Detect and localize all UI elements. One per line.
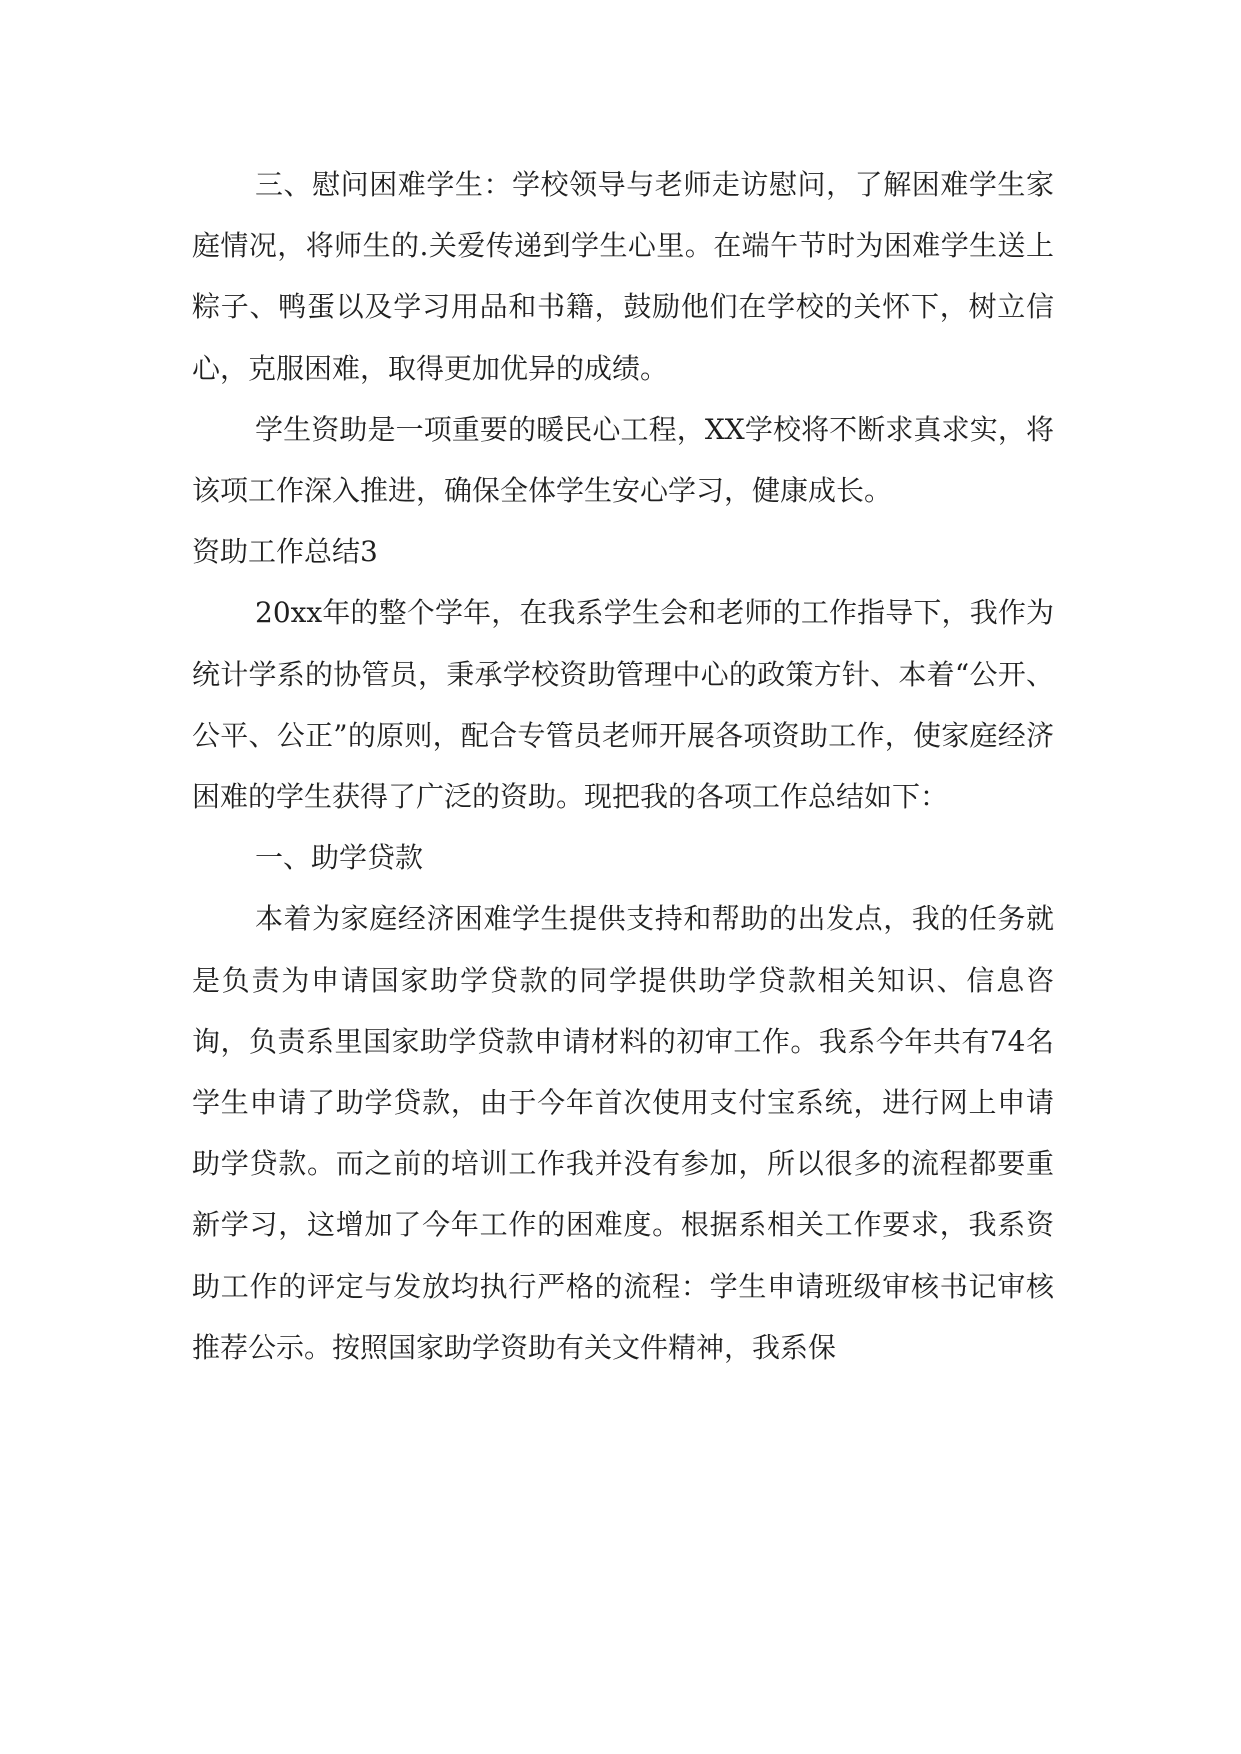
document-body bbox=[192, 154, 1054, 1378]
section-heading: 资助工作总结3 bbox=[192, 535, 378, 569]
subheading-student-loan: 一、助学贷款 bbox=[255, 841, 424, 875]
paragraph-aid-summary: 学生资助是一项重要的暖民心工程，XX学校将不断求真求实，将该项工作深入推进，确保全体学生安心学习，健康成长。 bbox=[192, 412, 1054, 508]
paragraph-year-intro: 20xx年的整个学年，在我系学生会和老师的工作指导下，我作为统计学系的协管员，秉承学校资助管理中心的政策方针、本着“公开、公平、公正”的原则，配合专管员老师开展各项资助工作，使家庭经济困难的学生获得了广泛的资助。现把我的各项工作总结如下： bbox=[192, 596, 1054, 814]
paragraph-student-loan: 本着为家庭经济困难学生提供支持和帮助的出发点，我的任务就是负责为申请国家助学贷款的同学提供助学贷款相关知识、信息咨询，负责系里国家助学贷款申请材料的初审工作。我系今年共有74名学生申请了助学贷款，由于今年首次使用支付宝系统，进行网上申请助学贷款。而之前的培训工作我并没有参加，所以很多的流程都要重新学习，这增加了今年工作的困难度。根据系相关工作要求，我系资助工作的评定与发放均执行严格的流程：学生申请班级审核书记审核推荐公示。按照国家助学资助有关文件精神，我系保 bbox=[192, 902, 1054, 1364]
paragraph-visit-students: 三、慰问困难学生：学校领导与老师走访慰问，了解困难学生家庭情况，将师生的.关爱传递到学生心里。在端午节时为困难学生送上粽子、鸭蛋以及学习用品和书籍，鼓励他们在学校的关怀下，树立信心，克服困难，取得更加优异的成绩。 bbox=[192, 168, 1054, 385]
